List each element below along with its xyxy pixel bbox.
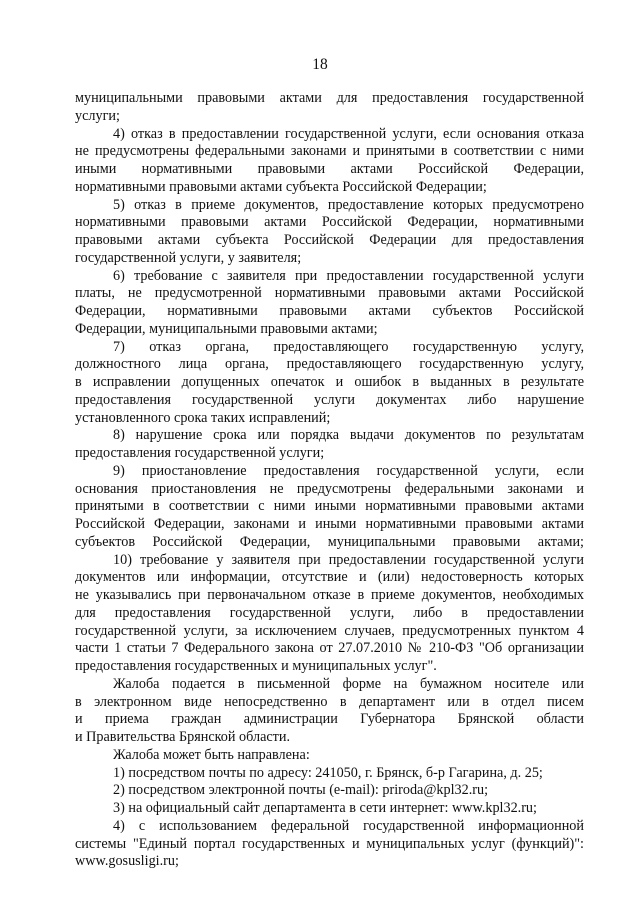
text-line: предоставления государственной услуги; bbox=[75, 445, 325, 461]
text-line: 5) отказ в приеме документов, предоставление которых предусмотрено bbox=[113, 196, 584, 213]
text-line: 3) на официальный сайт департамента в сети интернет: www.kpl32.ru; bbox=[113, 800, 537, 816]
text-line: 1) посредством почты по адресу: 241050, г. Брянск, б-р Гагарина, д. 25; bbox=[113, 764, 543, 781]
text-line: 9) приостановление предоставления государственной услуги, если bbox=[113, 462, 584, 479]
text-line: не предусмотрены федеральными законами и принятыми в соответствии с ними bbox=[75, 143, 584, 160]
text-line: 8) нарушение срока или порядка выдачи документов по результатам bbox=[113, 427, 584, 444]
text-line: 10) требование у заявителя при предоставлении государственной услуги bbox=[113, 551, 584, 568]
text-line: основания приостановления не предусмотрены федеральными законами и bbox=[75, 480, 584, 497]
text-line: 4) с использованием федеральной государственной информационной bbox=[113, 817, 584, 834]
text-line: нормативными правовыми актами Российской Федерации, нормативными bbox=[75, 214, 584, 231]
text-line: 4) отказ в предоставлении государственной услуги, если основания отказа bbox=[113, 125, 584, 142]
text-line: государственной услуги, за исключением случаев, предусмотренных пунктом 4 bbox=[75, 622, 584, 639]
text-line: 6) требование с заявителя при предоставлении государственной услуги bbox=[113, 267, 584, 284]
text-line: не указывались при первоначальном отказе в приеме документов, необходимых bbox=[75, 587, 584, 603]
text-line: в исправлении допущенных опечаток и ошибок в выданных в результате bbox=[75, 374, 584, 390]
text-line: 7) отказ органа, предоставляющего государственную услугу, bbox=[113, 338, 584, 355]
text-line: в электронном виде непосредственно в департамент или в отдел писем bbox=[75, 693, 584, 710]
text-line: предоставления государственных и муниципальных услуг". bbox=[75, 658, 437, 674]
text-line: Российской Федерации, законами и иными нормативными правовыми актами bbox=[75, 516, 584, 532]
text-line: Федерации, муниципальными правовыми актами; bbox=[75, 320, 378, 337]
text-line: услуги; bbox=[75, 107, 120, 124]
text-line: части 1 статьи 7 Федерального закона от 27.07.2010 № 210-ФЗ "Об организации bbox=[75, 640, 584, 657]
text-line: 2) посредством электронной почты (e-mail): priroda@kpl32.ru; bbox=[113, 782, 489, 799]
text-line: принятыми в соответствии с ними иными нормативными правовыми актами bbox=[75, 498, 584, 515]
text-line: документов или информации, отсутствие и (или) недостоверность которых bbox=[75, 569, 584, 586]
text-line: Жалоба может быть направлена: bbox=[113, 746, 310, 763]
text-line: Федерации, нормативными правовыми актами субъектов Российской bbox=[75, 303, 584, 319]
text-line: субъектов Российской Федерации, муниципальными правовыми актами; bbox=[75, 533, 584, 550]
text-line: правовыми актами субъекта Российской Федерации для предоставления bbox=[75, 232, 584, 248]
text-line: иными нормативными правовыми актами Российской Федерации, bbox=[75, 161, 584, 177]
text-line: государственной услуги, у заявителя; bbox=[75, 249, 302, 266]
text-line: и Правительства Брянской области. bbox=[75, 729, 291, 745]
text-line: Жалоба подается в письменной форме на бумажном носителе или bbox=[113, 675, 584, 692]
text-line: www.gosusligi.ru; bbox=[75, 853, 179, 870]
text-line: для предоставления государственной услуги, либо в предоставлении bbox=[75, 604, 584, 621]
text-line: нормативными правовыми актами субъекта Российской Федерации; bbox=[75, 178, 487, 195]
page-number: 18 bbox=[312, 56, 328, 73]
document-body bbox=[75, 90, 584, 871]
text-line: предоставления государственной услуги документах либо нарушение bbox=[75, 391, 584, 408]
text-line: и приема граждан администрации Губернатора Брянской области bbox=[75, 711, 584, 728]
text-line: платы, не предусмотренной нормативными правовыми актами Российской bbox=[75, 285, 584, 302]
text-line: должностного лица органа, предоставляющего государственную услугу, bbox=[75, 356, 584, 373]
text-line: установленного срока таких исправлений; bbox=[75, 409, 331, 426]
text-line: муниципальными правовыми актами для предоставления государственной bbox=[75, 90, 584, 106]
text-line: системы "Единый портал государственных и муниципальных услуг (функций)": bbox=[75, 835, 584, 852]
